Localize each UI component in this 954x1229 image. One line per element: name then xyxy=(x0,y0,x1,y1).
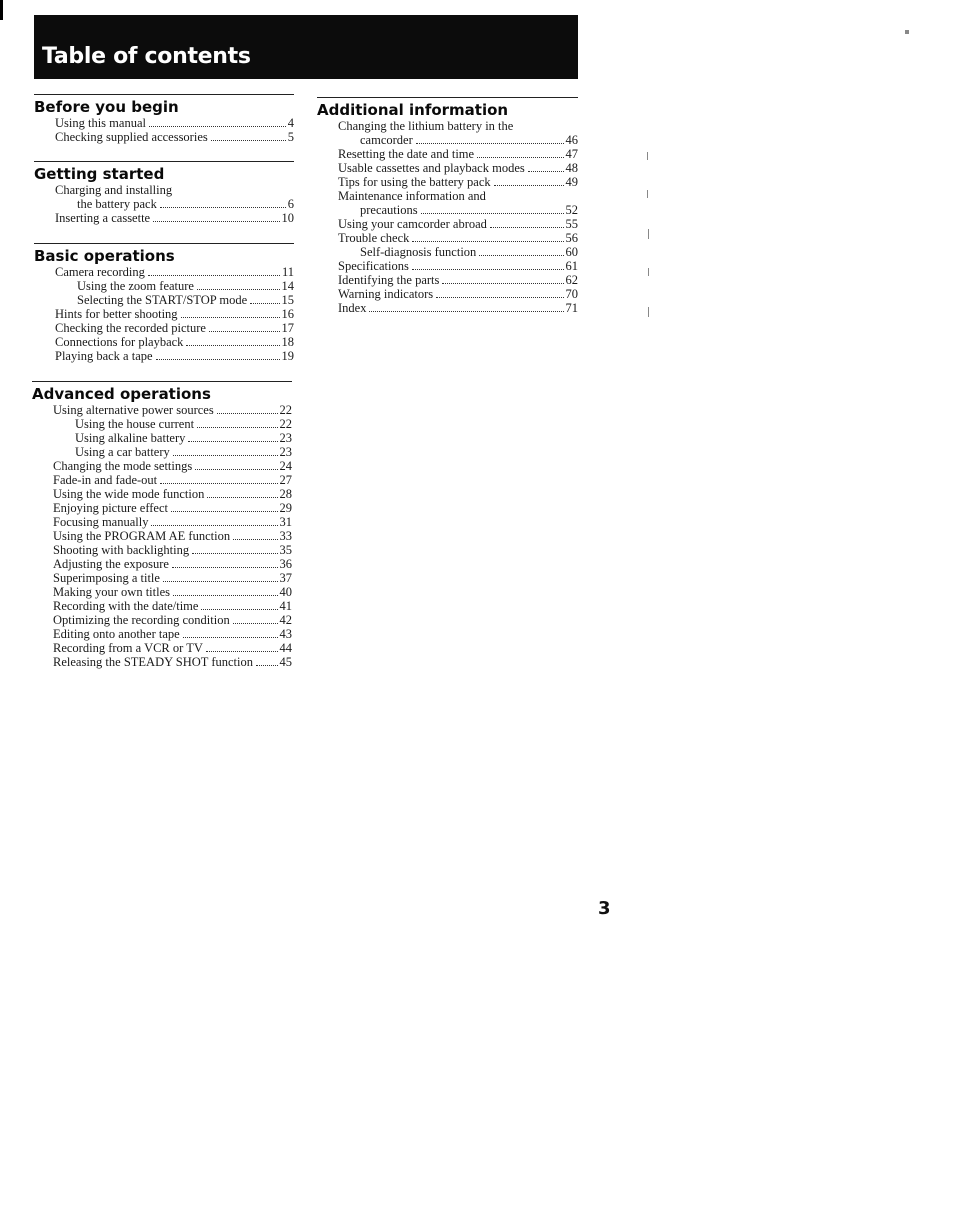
toc-entry-page: 24 xyxy=(279,459,292,473)
leader-dots xyxy=(528,171,564,172)
section-rule xyxy=(34,161,294,162)
toc-entry-page: 6 xyxy=(287,197,294,211)
toc-entry-label: Shooting with backlighting xyxy=(53,543,190,557)
leader-dots xyxy=(192,553,277,554)
toc-entry xyxy=(32,501,292,515)
toc-entry xyxy=(34,116,294,130)
toc-entry-label: Fade-in and fade-out xyxy=(53,473,158,487)
toc-entry-page: 17 xyxy=(281,321,294,335)
scan-edge-mark xyxy=(0,0,3,20)
toc-entry-page: 16 xyxy=(281,307,294,321)
toc-entry xyxy=(32,599,292,613)
leader-dots xyxy=(186,345,279,346)
leader-dots xyxy=(412,241,563,242)
toc-entry xyxy=(34,211,294,225)
toc-entry-page: 55 xyxy=(565,217,578,231)
toc-entry-label: Checking the recorded picture xyxy=(55,321,206,335)
toc-entry xyxy=(34,197,294,211)
leader-dots xyxy=(416,143,564,144)
toc-entry xyxy=(317,203,578,217)
toc-entry-page: 27 xyxy=(279,473,292,487)
leader-dots xyxy=(211,140,286,141)
toc-entry-label: Using the house current xyxy=(75,417,195,431)
toc-entry-label: Using a car battery xyxy=(75,445,170,459)
scan-speck xyxy=(905,30,909,34)
toc-entry xyxy=(34,293,294,307)
toc-entry-label: Maintenance information and xyxy=(338,189,486,203)
toc-entry-label: Editing onto another tape xyxy=(53,627,180,641)
toc-entry-label: precautions xyxy=(360,203,418,217)
toc-entry-page: 31 xyxy=(279,515,292,529)
toc-entry-label: the battery pack xyxy=(77,197,157,211)
toc-entry-page: 35 xyxy=(279,543,292,557)
scan-speck xyxy=(648,229,649,239)
toc-entry-label: Recording from a VCR or TV xyxy=(53,641,203,655)
toc-entry-label: Using alternative power sources xyxy=(53,403,214,417)
toc-entry-label: Using your camcorder abroad xyxy=(338,217,487,231)
section-basic-operations xyxy=(34,243,294,363)
toc-entry-label: Using alkaline battery xyxy=(75,431,186,445)
toc-entry-page: 11 xyxy=(281,265,294,279)
section-getting-started xyxy=(34,161,294,225)
scan-speck xyxy=(647,152,648,160)
toc-entry-page: 5 xyxy=(287,130,294,144)
toc-entry xyxy=(34,335,294,349)
toc-entry-page: 52 xyxy=(565,203,578,217)
toc-entry-label: Making your own titles xyxy=(53,585,171,599)
toc-entry-page: 28 xyxy=(279,487,292,501)
leader-dots xyxy=(156,359,280,360)
toc-entry xyxy=(317,245,578,259)
toc-list xyxy=(34,116,294,144)
toc-entry-page: 22 xyxy=(279,403,292,417)
toc-entry-label: Using the zoom feature xyxy=(77,279,194,293)
toc-entry xyxy=(317,259,578,273)
toc-entry-page: 37 xyxy=(279,571,292,585)
toc-entry xyxy=(317,147,578,161)
toc-entry-page: 48 xyxy=(565,161,578,175)
toc-entry-label: Using this manual xyxy=(55,116,146,130)
scan-speck xyxy=(648,268,649,276)
toc-entry-label: Tips for using the battery pack xyxy=(338,175,491,189)
leader-dots xyxy=(172,567,278,568)
toc-entry-page: 29 xyxy=(279,501,292,515)
toc-entry-label: Self-diagnosis function xyxy=(360,245,477,259)
leader-dots xyxy=(442,283,563,284)
toc-list xyxy=(34,183,294,225)
toc-entry xyxy=(34,183,294,197)
toc-entry-page: 36 xyxy=(279,557,292,571)
toc-list xyxy=(32,403,292,669)
toc-entry xyxy=(32,431,292,445)
leader-dots xyxy=(201,609,277,610)
toc-entry-page: 44 xyxy=(279,641,292,655)
toc-entry xyxy=(317,231,578,245)
toc-entry xyxy=(32,655,292,669)
leader-dots xyxy=(163,581,278,582)
toc-entry-label: Hints for better shooting xyxy=(55,307,178,321)
leader-dots xyxy=(181,317,280,318)
toc-entry-page: 15 xyxy=(281,293,294,307)
toc-entry xyxy=(34,279,294,293)
toc-entry-page: 4 xyxy=(287,116,294,130)
toc-entry-page: 23 xyxy=(279,445,292,459)
toc-entry-label: Superimposing a title xyxy=(53,571,160,585)
toc-entry xyxy=(32,403,292,417)
toc-entry-page: 61 xyxy=(565,259,578,273)
toc-entry-page: 60 xyxy=(565,245,578,259)
toc-entry-page: 23 xyxy=(279,431,292,445)
toc-entry-label: Selecting the START/STOP mode xyxy=(77,293,248,307)
leader-dots xyxy=(148,275,280,276)
toc-entry-page: 45 xyxy=(279,655,292,669)
toc-entry-page: 22 xyxy=(279,417,292,431)
toc-entry-label: Enjoying picture effect xyxy=(53,501,169,515)
toc-entry xyxy=(34,130,294,144)
leader-dots xyxy=(233,539,277,540)
toc-entry-page: 62 xyxy=(565,273,578,287)
leader-dots xyxy=(494,185,564,186)
toc-entry-label: Optimizing the recording condition xyxy=(53,613,230,627)
toc-entry-label: Inserting a cassette xyxy=(55,211,151,225)
toc-entry-label: Using the wide mode function xyxy=(53,487,205,501)
toc-list xyxy=(317,119,578,315)
toc-entry-label: Playing back a tape xyxy=(55,349,153,363)
toc-entry-label: Checking supplied accessories xyxy=(55,130,208,144)
leader-dots xyxy=(153,221,279,222)
leader-dots xyxy=(160,207,286,208)
toc-entry-page: 41 xyxy=(279,599,292,613)
section-rule xyxy=(32,381,292,382)
leader-dots xyxy=(183,637,278,638)
toc-entry-label: Using the PROGRAM AE function xyxy=(53,529,231,543)
toc-entry xyxy=(32,571,292,585)
scan-speck xyxy=(647,190,648,198)
toc-entry xyxy=(32,459,292,473)
leader-dots xyxy=(207,497,277,498)
toc-entry xyxy=(32,641,292,655)
leader-dots xyxy=(151,525,277,526)
toc-entry xyxy=(317,287,578,301)
toc-entry-label: Focusing manually xyxy=(53,515,149,529)
toc-entry xyxy=(34,321,294,335)
page-title: Table of contents xyxy=(42,44,251,69)
leader-dots xyxy=(171,511,277,512)
leader-dots xyxy=(206,651,278,652)
toc-entry-label: Trouble check xyxy=(338,231,410,245)
toc-entry-page: 49 xyxy=(565,175,578,189)
toc-entry xyxy=(32,473,292,487)
section-heading: Getting started xyxy=(34,165,165,183)
section-heading: Additional information xyxy=(317,101,509,119)
leader-dots xyxy=(412,269,564,270)
leader-dots xyxy=(160,483,277,484)
section-rule xyxy=(317,97,578,98)
toc-entry-page: 18 xyxy=(281,335,294,349)
toc-entry-label: Warning indicators xyxy=(338,287,434,301)
section-heading: Before you begin xyxy=(34,98,179,116)
toc-entry-label: Identifying the parts xyxy=(338,273,440,287)
toc-entry xyxy=(317,273,578,287)
leader-dots xyxy=(195,469,277,470)
toc-entry-label: Specifications xyxy=(338,259,409,273)
toc-entry-page: 10 xyxy=(281,211,294,225)
leader-dots xyxy=(217,413,278,414)
section-additional-information xyxy=(317,97,578,315)
toc-entry-label: Index xyxy=(338,301,367,315)
toc-entry xyxy=(34,265,294,279)
section-heading: Advanced operations xyxy=(32,385,211,403)
toc-entry-page: 56 xyxy=(565,231,578,245)
toc-entry-label: Charging and installing xyxy=(55,183,173,197)
toc-entry-label: camcorder xyxy=(360,133,413,147)
title-banner xyxy=(34,15,578,79)
leader-dots xyxy=(477,157,563,158)
toc-entry-page: 19 xyxy=(281,349,294,363)
toc-entry-page: 70 xyxy=(565,287,578,301)
toc-entry xyxy=(317,189,578,203)
toc-entry-label: Releasing the STEADY SHOT function xyxy=(53,655,253,669)
section-heading: Basic operations xyxy=(34,247,175,265)
leader-dots xyxy=(369,311,563,312)
section-rule xyxy=(34,243,294,244)
toc-entry xyxy=(32,515,292,529)
leader-dots xyxy=(188,441,277,442)
toc-entry xyxy=(317,301,578,315)
toc-entry xyxy=(32,529,292,543)
toc-entry xyxy=(317,175,578,189)
toc-entry xyxy=(34,307,294,321)
toc-entry-page: 42 xyxy=(279,613,292,627)
toc-entry xyxy=(32,613,292,627)
toc-entry-label: Camera recording xyxy=(55,265,145,279)
toc-list xyxy=(34,265,294,363)
toc-entry xyxy=(317,133,578,147)
toc-entry xyxy=(32,543,292,557)
section-before-you-begin xyxy=(34,94,294,144)
leader-dots xyxy=(197,289,280,290)
toc-entry xyxy=(317,217,578,231)
toc-entry-page: 40 xyxy=(279,585,292,599)
leader-dots xyxy=(173,595,277,596)
leader-dots xyxy=(479,255,563,256)
scan-speck xyxy=(648,307,649,317)
leader-dots xyxy=(250,303,279,304)
toc-entry-page: 14 xyxy=(281,279,294,293)
toc-entry xyxy=(32,445,292,459)
toc-entry xyxy=(317,161,578,175)
page-number: 3 xyxy=(598,898,611,919)
toc-entry xyxy=(34,349,294,363)
toc-entry-label: Recording with the date/time xyxy=(53,599,199,613)
section-advanced-operations xyxy=(32,381,292,669)
toc-entry-label: Connections for playback xyxy=(55,335,184,349)
toc-entry-page: 71 xyxy=(565,301,578,315)
toc-entry-page: 33 xyxy=(279,529,292,543)
leader-dots xyxy=(256,665,278,666)
leader-dots xyxy=(149,126,286,127)
leader-dots xyxy=(421,213,564,214)
toc-entry xyxy=(32,487,292,501)
toc-entry-page: 43 xyxy=(279,627,292,641)
leader-dots xyxy=(233,623,278,624)
toc-entry xyxy=(32,557,292,571)
toc-entry-label: Usable cassettes and playback modes xyxy=(338,161,525,175)
toc-entry-label: Resetting the date and time xyxy=(338,147,475,161)
leader-dots xyxy=(490,227,564,228)
toc-entry-page: 46 xyxy=(565,133,578,147)
toc-entry xyxy=(32,585,292,599)
toc-entry-label: Changing the lithium battery in the xyxy=(338,119,514,133)
toc-entry-label: Adjusting the exposure xyxy=(53,557,169,571)
leader-dots xyxy=(197,427,277,428)
toc-entry-page: 47 xyxy=(565,147,578,161)
leader-dots xyxy=(209,331,280,332)
toc-entry xyxy=(32,627,292,641)
leader-dots xyxy=(173,455,278,456)
section-rule xyxy=(34,94,294,95)
toc-entry xyxy=(317,119,578,133)
toc-entry-label: Changing the mode settings xyxy=(53,459,193,473)
leader-dots xyxy=(436,297,563,298)
toc-entry xyxy=(32,417,292,431)
